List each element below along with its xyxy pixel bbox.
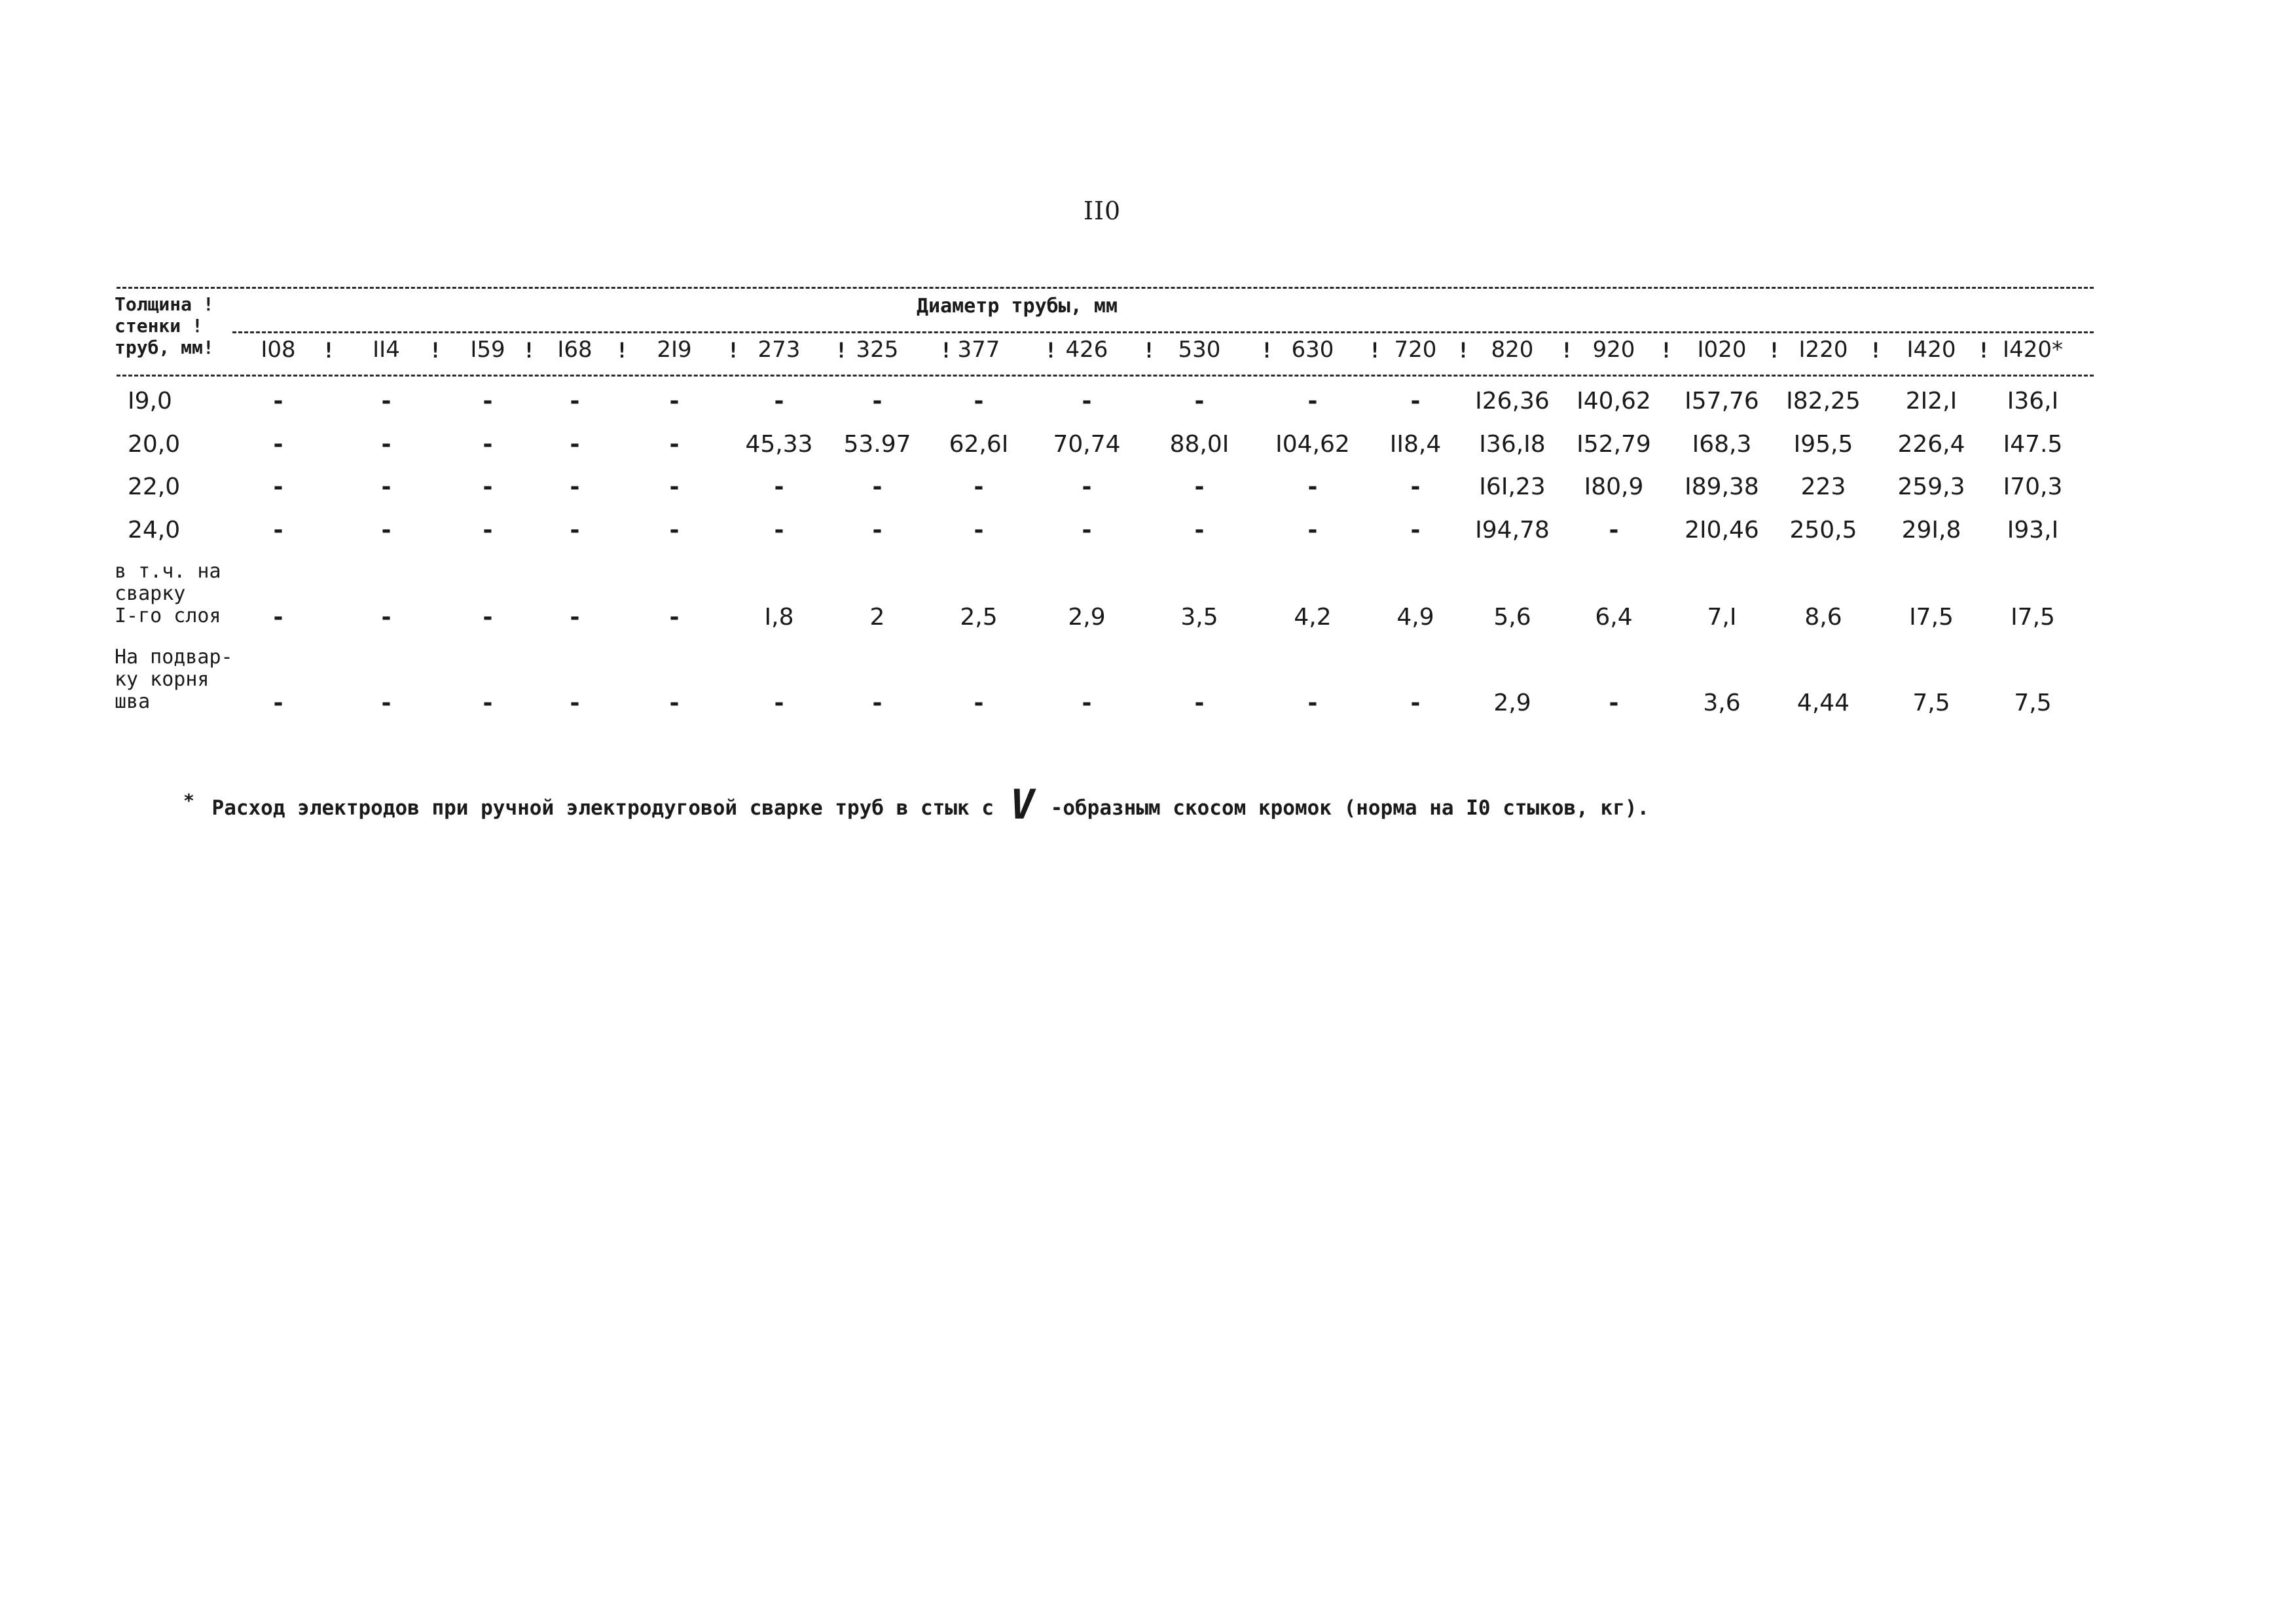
table-cell: - (273, 690, 283, 716)
table-cell: - (570, 604, 580, 631)
table-cell: I68,3 (1692, 431, 1752, 458)
diameter-column-header: I220 (1798, 337, 1848, 363)
column-separator: ! (1768, 338, 1781, 363)
table-cell: - (273, 431, 283, 458)
table-cell: I7,5 (1909, 604, 1954, 631)
table-cell: - (570, 388, 580, 415)
table-cell: - (1194, 690, 1205, 716)
table-cell: I36,I (2007, 388, 2059, 415)
row-label (115, 561, 221, 627)
row-label-line: сварку (115, 582, 186, 605)
table-cell: 3,6 (1703, 690, 1741, 716)
table-cell: 53.97 (843, 431, 911, 458)
table-cell: 259,3 (1897, 473, 1965, 500)
page-number: II0 (1084, 196, 1121, 225)
table-cell: I93,I (2007, 517, 2059, 544)
diameter-column-header: 273 (757, 337, 801, 363)
table-cell: - (1082, 473, 1092, 500)
diameter-column-header: I68 (557, 337, 592, 363)
table-cell: - (774, 517, 784, 544)
column-separator: ! (429, 338, 442, 363)
table-cell: I,8 (764, 604, 794, 631)
thickness-header (115, 293, 214, 358)
column-separator: ! (1977, 338, 1990, 363)
table-cell: - (1307, 690, 1318, 716)
thickness-header-line: Толщина ! (115, 293, 214, 315)
diameter-column-header: I420 (1906, 337, 1956, 363)
column-separator: ! (1260, 338, 1273, 363)
table-cell: - (974, 690, 984, 716)
table-cell: - (570, 517, 580, 544)
table-cell: - (273, 604, 283, 631)
table-cell: 4,9 (1396, 604, 1434, 631)
table-cell: - (483, 431, 493, 458)
table-cell: I70,3 (2003, 473, 2063, 500)
table-cell: - (1410, 517, 1421, 544)
diameter-column-header: 377 (957, 337, 1000, 363)
column-separator: ! (835, 338, 848, 363)
column-separator: ! (615, 338, 629, 363)
row-label-line: шва (115, 690, 151, 713)
thickness-header-line: труб, мм! (115, 337, 214, 358)
table-cell: - (974, 473, 984, 500)
table-cell: - (1410, 473, 1421, 500)
table-cell: - (483, 517, 493, 544)
table-cell: - (381, 517, 392, 544)
table-cell: 2I2,I (1905, 388, 1958, 415)
table-cell: 7,5 (1912, 690, 1950, 716)
table-cell: I36,I8 (1479, 431, 1546, 458)
diameter-column-header: II4 (373, 337, 400, 363)
column-separator: ! (1660, 338, 1673, 363)
row-label (115, 646, 233, 713)
table-cell: 226,4 (1897, 431, 1965, 458)
table-cell: - (1410, 388, 1421, 415)
table-cell: 7,5 (2014, 690, 2052, 716)
table-cell: 4,44 (1796, 690, 1850, 716)
diameter-column-header: I08 (261, 337, 296, 363)
row-label: I9,0 (128, 388, 172, 415)
table-cell: - (774, 473, 784, 500)
column-separator: ! (1142, 338, 1156, 363)
table-cell: - (570, 473, 580, 500)
table-cell: - (1609, 690, 1619, 716)
column-separator: ! (1869, 338, 1882, 363)
table-cell: I95,5 (1793, 431, 1853, 458)
table-cell: 2,9 (1068, 604, 1106, 631)
table-cell: 2,9 (1493, 690, 1531, 716)
table-cell: - (774, 690, 784, 716)
table-cell: - (774, 388, 784, 415)
table-cell: I7,5 (2011, 604, 2055, 631)
diameter-column-header: 530 (1178, 337, 1221, 363)
table-cell: - (483, 388, 493, 415)
table-cell: - (1082, 690, 1092, 716)
table-cell: - (1307, 473, 1318, 500)
column-separator: ! (322, 338, 335, 363)
diameter-column-header: 720 (1394, 337, 1437, 363)
header-bottom-rule (117, 375, 2094, 377)
column-separator: ! (1368, 338, 1381, 363)
table-cell: I94,78 (1475, 517, 1550, 544)
row-label-line: ку корня (115, 668, 210, 691)
table-cell: - (1307, 517, 1318, 544)
thickness-header-line: стенки ! (115, 315, 203, 337)
table-cell: - (974, 388, 984, 415)
row-label-line: На подвар- (115, 646, 233, 669)
table-cell: - (273, 388, 283, 415)
diameter-column-header: 920 (1592, 337, 1635, 363)
table-cell: - (669, 604, 680, 631)
table-cell: - (1307, 388, 1318, 415)
column-separator: ! (1044, 338, 1057, 363)
table-cell: 5,6 (1493, 604, 1531, 631)
table-cell: 62,6I (949, 431, 1009, 458)
table-cell: - (381, 604, 392, 631)
diameter-header: Диаметр трубы, мм (917, 295, 1118, 318)
table-cell: - (669, 517, 680, 544)
table-cell: 2 (869, 604, 885, 631)
table-cell: I82,25 (1786, 388, 1861, 415)
table-cell: 223 (1800, 473, 1846, 500)
diameter-column-header: I420* (2003, 337, 2063, 363)
v-bevel-symbol: V (1010, 781, 1034, 828)
table-cell: - (872, 473, 883, 500)
table-cell: I47.5 (2003, 431, 2063, 458)
table-cell: 70,74 (1053, 431, 1121, 458)
diameter-column-header: I020 (1697, 337, 1747, 363)
table-cell: - (1410, 690, 1421, 716)
table-top-rule (117, 287, 2094, 289)
diameter-column-header: 820 (1491, 337, 1534, 363)
table-cell: 4,2 (1294, 604, 1332, 631)
table-cell: - (570, 690, 580, 716)
table-cell: 3,5 (1180, 604, 1218, 631)
row-label: 24,0 (128, 517, 181, 544)
footnote-mark: * (183, 790, 194, 811)
table-cell: II8,4 (1389, 431, 1442, 458)
table-cell: I80,9 (1584, 473, 1644, 500)
row-label-line: I-го слоя (115, 604, 221, 627)
diameter-column-header: I59 (470, 337, 505, 363)
table-cell: 7,I (1707, 604, 1737, 631)
table-cell: - (381, 431, 392, 458)
table-cell: - (381, 690, 392, 716)
table-cell: - (669, 473, 680, 500)
row-label: 20,0 (128, 431, 181, 458)
table-cell: - (483, 690, 493, 716)
table-cell: I89,38 (1685, 473, 1759, 500)
diameter-column-header: 2I9 (657, 337, 692, 363)
column-separator: ! (1457, 338, 1470, 363)
table-cell: - (1082, 517, 1092, 544)
table-cell: - (1609, 517, 1619, 544)
header-mid-rule (232, 331, 2094, 333)
diameter-column-header: 630 (1291, 337, 1334, 363)
table-cell: - (381, 388, 392, 415)
footnote-text: Расход электродов при ручной электродуговой сварке труб в стык с (211, 796, 994, 820)
table-cell: 8,6 (1804, 604, 1842, 631)
column-separator: ! (522, 338, 536, 363)
table-cell: I26,36 (1475, 388, 1550, 415)
table-cell: - (570, 431, 580, 458)
table-cell: - (1082, 388, 1092, 415)
diameter-column-header: 325 (856, 337, 899, 363)
table-cell: - (483, 604, 493, 631)
row-label-line: в т.ч. на (115, 560, 221, 583)
table-cell: I40,62 (1576, 388, 1651, 415)
table-cell: I6I,23 (1479, 473, 1546, 500)
table-cell: - (872, 517, 883, 544)
table-cell: - (273, 473, 283, 500)
table-cell: - (974, 517, 984, 544)
table-cell: 2,5 (960, 604, 998, 631)
column-separator: ! (727, 338, 740, 363)
column-separator: ! (1560, 338, 1573, 363)
footnote-text: -образным скосом кромок (норма на I0 стыков, кг). (1050, 796, 1650, 820)
table-cell: I52,79 (1576, 431, 1651, 458)
table-cell: - (1194, 517, 1205, 544)
footnote (183, 781, 1649, 828)
column-separator: ! (939, 338, 953, 363)
table-cell: - (669, 431, 680, 458)
table-cell: 250,5 (1789, 517, 1857, 544)
table-cell: - (669, 690, 680, 716)
table-cell: I04,62 (1275, 431, 1350, 458)
table-cell: 45,33 (745, 431, 813, 458)
table-cell: - (872, 388, 883, 415)
table-cell: 6,4 (1595, 604, 1633, 631)
table-cell: I57,76 (1685, 388, 1759, 415)
table-cell: - (669, 388, 680, 415)
table-cell: - (872, 690, 883, 716)
table-cell: 88,0I (1169, 431, 1230, 458)
table-cell: - (381, 473, 392, 500)
table-cell: - (483, 473, 493, 500)
table-cell: - (273, 517, 283, 544)
diameter-column-header: 426 (1065, 337, 1108, 363)
row-label: 22,0 (128, 473, 181, 500)
table-cell: - (1194, 473, 1205, 500)
table-cell: - (1194, 388, 1205, 415)
table-cell: 29I,8 (1901, 517, 1961, 544)
table-cell: 2I0,46 (1685, 517, 1759, 544)
